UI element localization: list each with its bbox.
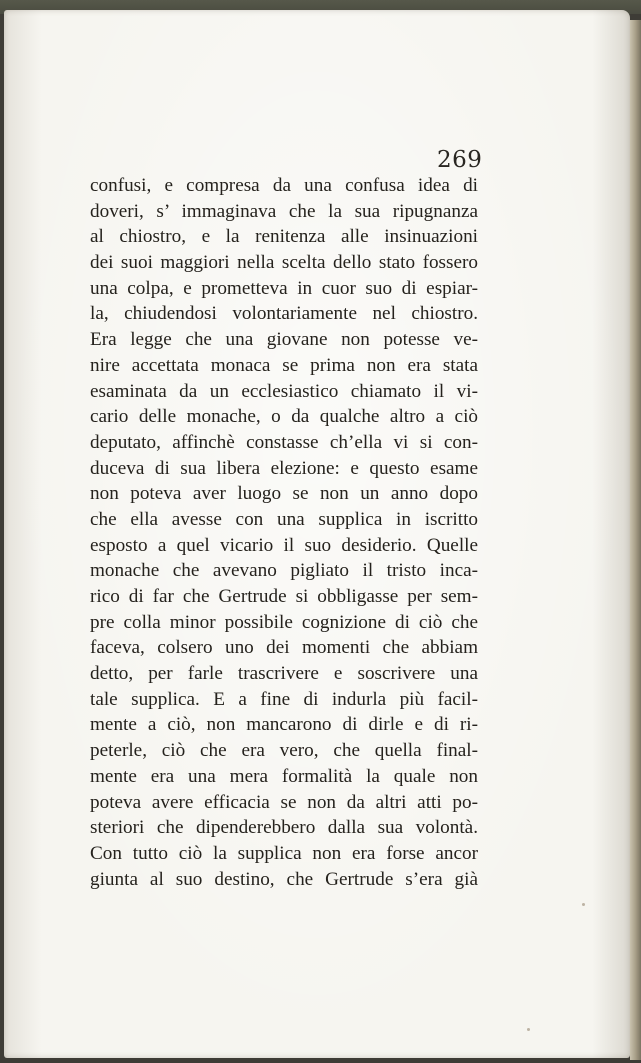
page-number: 269 [437, 147, 483, 173]
body-text [90, 173, 478, 892]
text-line: deputato, affinchè constasse ch’ella vi si con- [90, 431, 478, 453]
text-line: Con tutto ciò la supplica non era forse ancor [90, 842, 478, 864]
text-line: tale supplica. E a fine di indurla più facil- [90, 688, 478, 710]
text-line: esposto a quel vicario il suo desiderio. Quelle [90, 534, 478, 556]
text-line: faceva, colsero uno dei momenti che abbiam [90, 637, 478, 659]
text-line: duceva di sua libera elezione: e questo esame [90, 457, 478, 479]
text-line: detto, per farle trascrivere e soscrivere una [90, 663, 478, 685]
text-line: Era legge che una giovane non potesse ve- [90, 329, 478, 351]
text-line: peterle, ciò che era vero, che quella final- [90, 740, 478, 762]
text-line: cario delle monache, o da qualche altro a ciò [90, 406, 478, 428]
text-line: doveri, s’ immaginava che la sua ripugnanza [90, 200, 478, 222]
text-line: nire accettata monaca se prima non era stata [90, 354, 478, 376]
text-line: una colpa, e prometteva in cuor suo di espiar- [90, 277, 478, 299]
text-line: non poteva aver luogo se non un anno dopo [90, 483, 478, 505]
text-line: dei suoi maggiori nella scelta dello stato fossero [90, 252, 478, 274]
paper-speck [582, 903, 585, 906]
text-line: monache che avevano pigliato il tristo inca- [90, 560, 478, 582]
text-line: esaminata da un ecclesiastico chiamato il vi- [90, 380, 478, 402]
text-line: la, chiudendosi volontariamente nel chiostro. [90, 303, 478, 325]
text-line: pre colla minor possibile cognizione di ciò che [90, 611, 478, 633]
text-line: steriori che dipenderebbero dalla sua volontà. [90, 817, 478, 839]
text-line: poteva avere efficacia se non da altri atti po- [90, 791, 478, 813]
text-line: giunta al suo destino, che Gertrude s’era già [90, 868, 478, 890]
text-line: al chiostro, e la renitenza alle insinuazioni [90, 226, 478, 248]
text-line: mente a ciò, non mancarono di dirle e di ri- [90, 714, 478, 736]
text-line: confusi, e compresa da una confusa idea di [90, 175, 478, 196]
paper-speck [527, 1028, 530, 1031]
text-line: mente era una mera formalità la quale non [90, 765, 478, 787]
text-line: che ella avesse con una supplica in iscritto [90, 508, 478, 530]
text-line: rico di far che Gertrude si obbligasse per sem- [90, 586, 478, 607]
page-edge [630, 20, 641, 1060]
